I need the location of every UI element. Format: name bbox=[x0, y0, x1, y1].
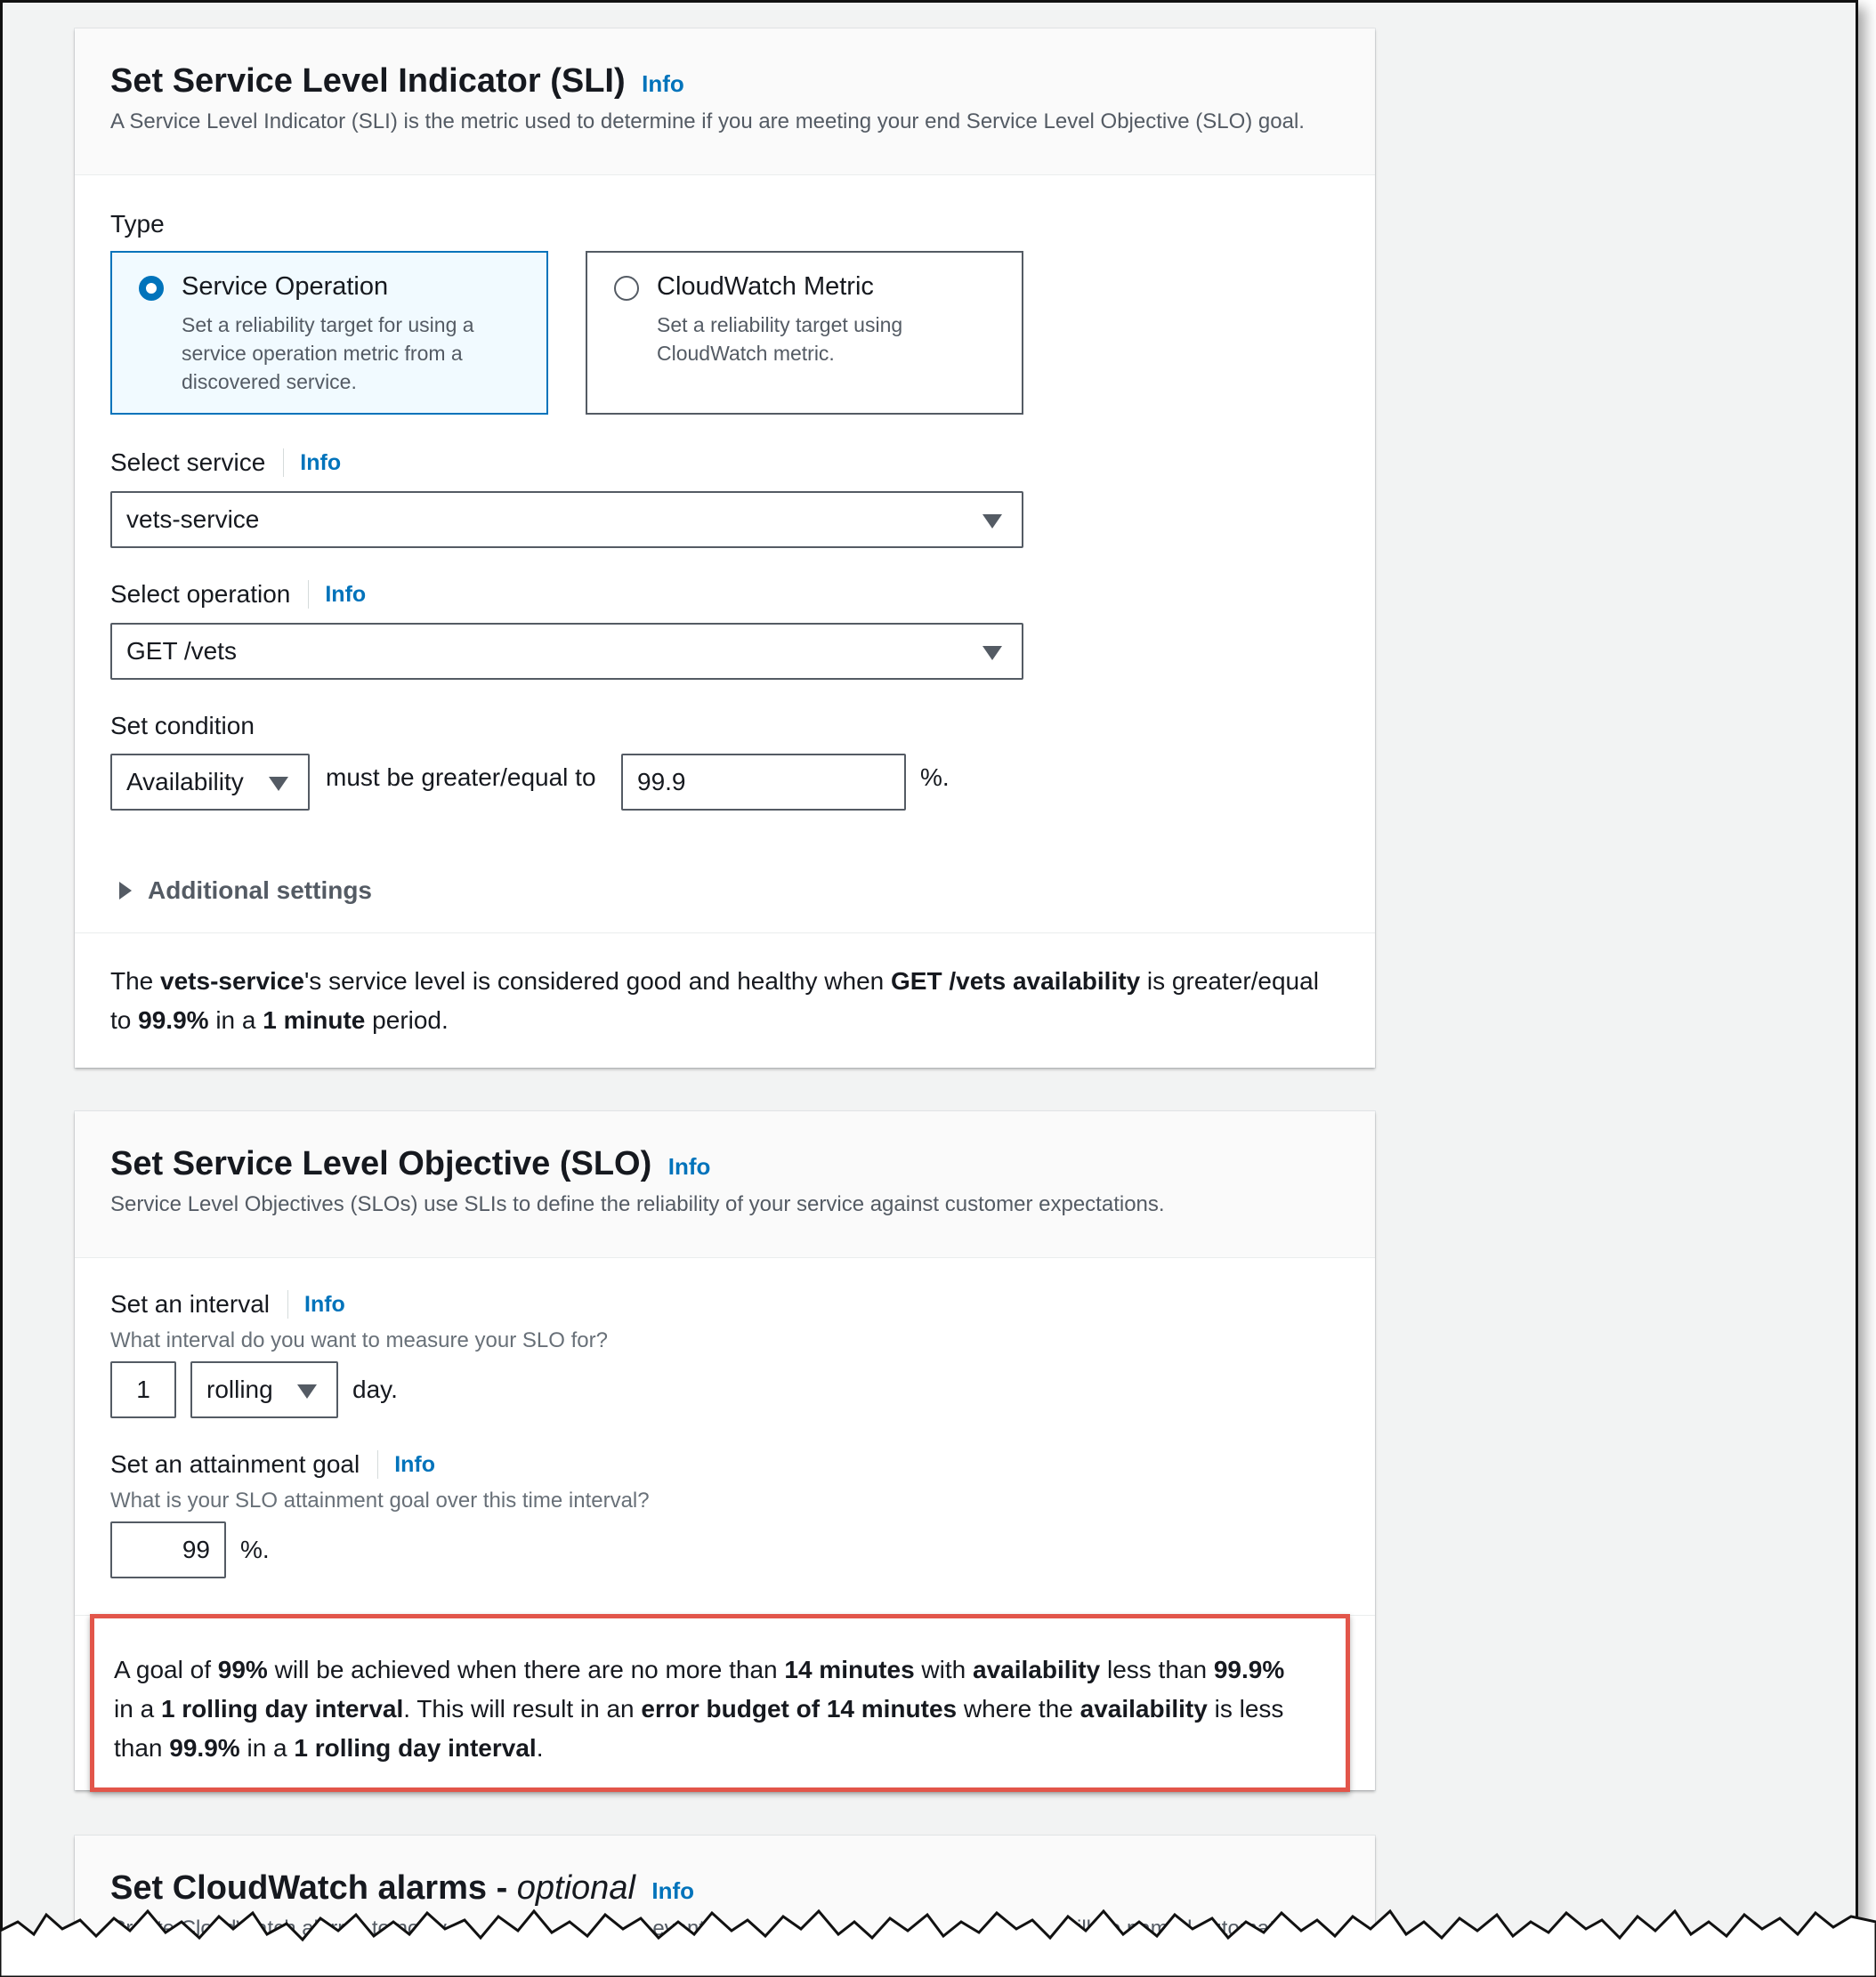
alarms-info-link[interactable]: Info bbox=[651, 1877, 695, 1904]
summary-bold: vets-service bbox=[160, 967, 304, 995]
slo-panel-header bbox=[75, 1111, 1375, 1258]
interval-info-link[interactable]: Info bbox=[304, 1291, 345, 1317]
sli-info-link[interactable]: Info bbox=[642, 70, 684, 97]
alarms-title-text: Set CloudWatch alarms - bbox=[110, 1869, 517, 1907]
sli-description: A Service Level Indicator (SLI) is the metric used to determine if you are meeting your end Service Level Objective (SLO) goal. bbox=[110, 109, 1305, 133]
additional-settings-label: Additional settings bbox=[148, 876, 372, 904]
slo-description: Service Level Objectives (SLOs) use SLIs to define the reliability of your service against customer expectations. bbox=[110, 1192, 1165, 1216]
tile-cloudwatch-metric[interactable] bbox=[586, 251, 1023, 415]
summary-text: 's service level is considered good and healthy when bbox=[303, 967, 892, 995]
summary-text: . bbox=[536, 1734, 544, 1762]
sli-summary-divider bbox=[75, 932, 1375, 933]
summary-line bbox=[114, 1729, 1330, 1768]
tile-title: Service Operation bbox=[182, 272, 389, 301]
slo-title: Set Service Level Objective (SLO) bbox=[110, 1145, 652, 1182]
label-text: Select operation bbox=[110, 580, 291, 608]
attainment-goal-label bbox=[110, 1450, 435, 1479]
attainment-goal-info-link[interactable]: Info bbox=[394, 1451, 436, 1477]
summary-text: period. bbox=[365, 1006, 449, 1034]
tile-desc-line: service operation metric from a bbox=[182, 342, 463, 365]
summary-bold: 99.9% bbox=[138, 1006, 209, 1034]
tile-desc-line: discovered service. bbox=[182, 370, 357, 393]
tile-service-operation[interactable] bbox=[110, 251, 548, 415]
interval-value-input[interactable]: 1 bbox=[110, 1361, 176, 1418]
summary-text: in a bbox=[208, 1006, 263, 1034]
summary-bold: 1 rolling day interval bbox=[160, 1695, 404, 1723]
set-condition-label: Set condition bbox=[110, 712, 255, 739]
summary-bold: 14 minutes bbox=[784, 1656, 915, 1683]
summary-line bbox=[114, 1690, 1330, 1729]
caret-down-icon bbox=[982, 646, 1002, 660]
select-service-info-link[interactable]: Info bbox=[300, 449, 342, 475]
caret-down-icon bbox=[982, 514, 1002, 529]
tile-desc-line: Set a reliability target for using a bbox=[182, 313, 474, 336]
select-operation-label bbox=[110, 580, 366, 609]
label-separator bbox=[287, 1290, 288, 1319]
summary-text: less than bbox=[1100, 1656, 1214, 1683]
summary-line bbox=[110, 962, 1356, 1001]
label-text: Set an attainment goal bbox=[110, 1450, 360, 1478]
summary-bold: 99% bbox=[217, 1656, 268, 1683]
summary-bold: availability bbox=[1080, 1695, 1208, 1723]
interval-label bbox=[110, 1290, 345, 1319]
interval-hint: What interval do you want to measure your SLO for? bbox=[110, 1328, 608, 1352]
type-label: Type bbox=[110, 210, 165, 238]
tile-description bbox=[657, 311, 1004, 367]
tile-title: CloudWatch Metric bbox=[657, 272, 874, 301]
caret-down-icon bbox=[269, 777, 288, 791]
alarms-title-optional: optional bbox=[516, 1869, 635, 1907]
attainment-goal-hint: What is your SLO attainment goal over this time interval? bbox=[110, 1489, 650, 1513]
condition-value-input[interactable]: 99.9 bbox=[621, 754, 906, 811]
slo-summary bbox=[114, 1650, 1330, 1768]
label-separator bbox=[283, 448, 284, 477]
interval-unit: day. bbox=[352, 1376, 398, 1403]
tile-description bbox=[182, 311, 529, 396]
select-service-label bbox=[110, 448, 341, 477]
select-operation-value: GET /vets bbox=[126, 637, 237, 665]
radio-cloudwatch-metric[interactable] bbox=[614, 276, 639, 301]
caret-right-icon bbox=[119, 882, 132, 900]
summary-line bbox=[110, 1001, 1356, 1040]
summary-text: in a bbox=[114, 1695, 161, 1723]
condition-metric-dropdown[interactable] bbox=[110, 754, 310, 811]
summary-text: . This will result in an bbox=[403, 1695, 642, 1723]
attainment-goal-unit: %. bbox=[240, 1536, 270, 1563]
summary-bold: 99.9% bbox=[169, 1734, 240, 1762]
sli-title: Set Service Level Indicator (SLI) bbox=[110, 62, 626, 100]
tile-desc-line: Set a reliability target using bbox=[657, 313, 903, 336]
tile-desc-line: CloudWatch metric. bbox=[657, 342, 835, 365]
interval-type-dropdown[interactable] bbox=[190, 1361, 338, 1418]
torn-edge-decoration bbox=[0, 1895, 1876, 1977]
additional-settings-toggle[interactable] bbox=[119, 876, 372, 905]
summary-text: in a bbox=[239, 1734, 295, 1762]
summary-text: A goal of bbox=[114, 1656, 218, 1683]
condition-metric-value: Availability bbox=[126, 768, 244, 795]
summary-text: The bbox=[110, 967, 161, 995]
summary-text: is greater/equal bbox=[1140, 967, 1319, 995]
caret-down-icon bbox=[297, 1384, 317, 1399]
summary-text: is less bbox=[1207, 1695, 1284, 1723]
slo-summary-highlight bbox=[90, 1614, 1350, 1792]
summary-bold: error budget of 14 minutes bbox=[641, 1695, 958, 1723]
summary-bold: 1 rolling day interval bbox=[294, 1734, 537, 1762]
summary-bold: GET /vets availability bbox=[891, 967, 1141, 995]
summary-text: will be achieved when there are no more than bbox=[267, 1656, 785, 1683]
condition-unit: %. bbox=[920, 763, 950, 791]
select-service-dropdown[interactable] bbox=[110, 491, 1023, 548]
select-operation-dropdown[interactable] bbox=[110, 623, 1023, 680]
summary-bold: 99.9% bbox=[1213, 1656, 1285, 1683]
summary-line bbox=[114, 1650, 1330, 1690]
attainment-goal-input[interactable]: 99 bbox=[110, 1521, 226, 1578]
sli-panel bbox=[75, 28, 1375, 1068]
summary-bold: availability bbox=[973, 1656, 1101, 1683]
label-text: Set an interval bbox=[110, 1290, 270, 1318]
radio-service-operation[interactable] bbox=[139, 276, 164, 301]
summary-text: than bbox=[114, 1734, 170, 1762]
slo-info-link[interactable]: Info bbox=[667, 1153, 711, 1180]
summary-text: where the bbox=[957, 1695, 1080, 1723]
label-separator bbox=[377, 1450, 378, 1479]
select-service-value: vets-service bbox=[126, 505, 260, 533]
interval-type-value: rolling bbox=[206, 1376, 273, 1403]
select-operation-info-link[interactable]: Info bbox=[325, 581, 367, 607]
summary-text: with bbox=[914, 1656, 974, 1683]
summary-bold: 1 minute bbox=[263, 1006, 366, 1034]
summary-text: to bbox=[110, 1006, 139, 1034]
label-text: Select service bbox=[110, 448, 266, 476]
label-separator bbox=[308, 580, 309, 609]
sli-summary bbox=[110, 962, 1356, 1040]
condition-text: must be greater/equal to bbox=[326, 763, 596, 791]
sli-panel-header bbox=[75, 28, 1375, 175]
